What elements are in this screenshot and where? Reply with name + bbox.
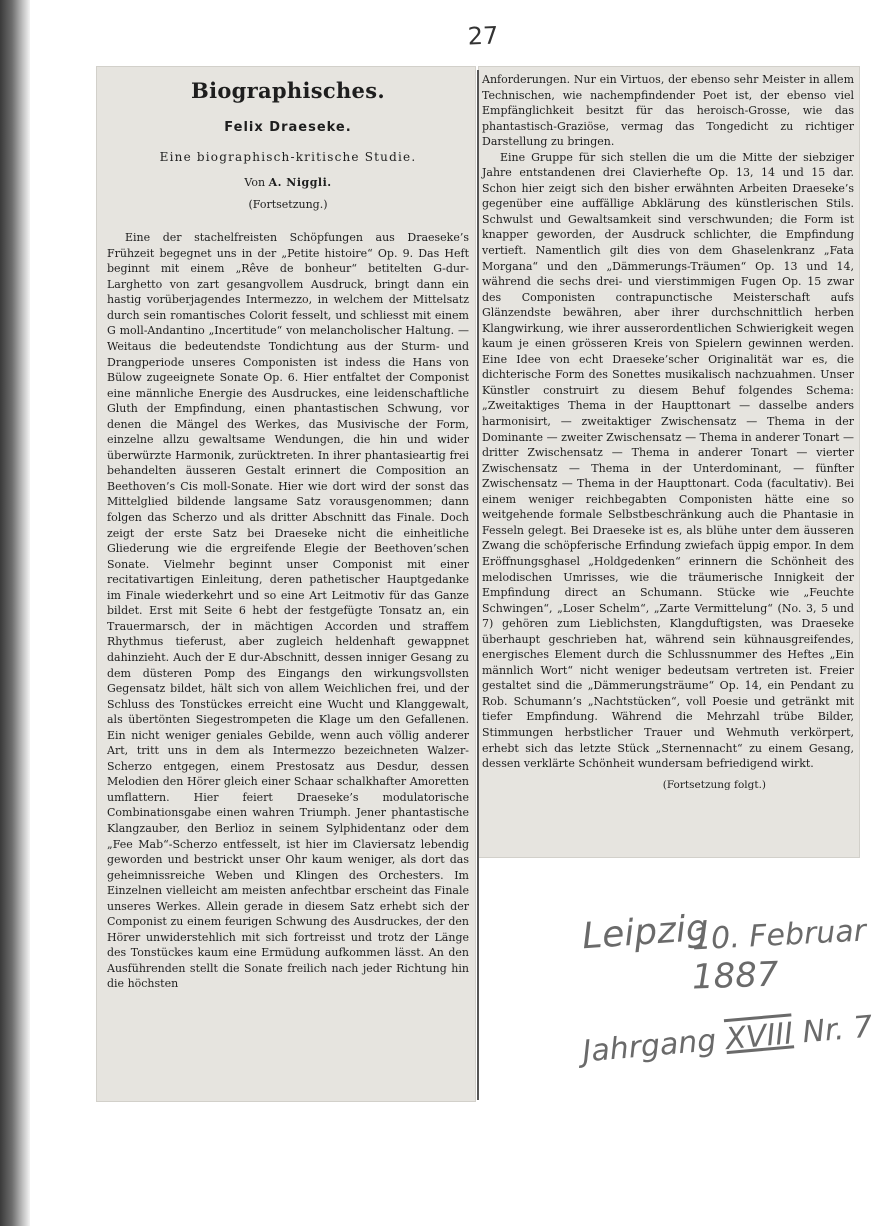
article-paragraph: Anforderungen. Nur ein Virtuos, der ebenso sehr Meister in allem Technischen, wie nachempfindender Poet ist, der ebenso viel Empfänglichkeit besitzt für das heroisch-Grosse, wie das phantastisch-Graziöse, vermag das Tongedicht zu richtiger Darstellung zu bringen. xyxy=(482,73,854,149)
article-subtitle: Eine biographisch-kritische Studie. xyxy=(159,149,417,164)
author-line xyxy=(107,175,469,191)
author-name: A. Niggli. xyxy=(268,176,332,190)
handwritten-place: Leipzig xyxy=(580,907,711,958)
continuation-note: (Fortsetzung folgt.) xyxy=(662,778,766,791)
page-number: 27 xyxy=(467,21,499,51)
volume-roman: XVIII xyxy=(724,1016,795,1058)
article-paragraph: Eine der stachelfreisten Schöpfungen aus Draeseke’s Frühzeit begegnet uns in der „Petite histoire“ Op. 9. Das Heft beginnt mit einem „Rêve de bonheur“ betitelten G-dur-Larghetto von zart gesangvollem Ausdruck, bringt dann ein hastig vorüberjagendes Intermezzo, in welchem der Mittelsatz durch sein romantisches Colorit fesselt, und schliesst mit einem G moll-Andantino „Incertitude“ von melancholischer Haltung. — Weitaus die bedeutendste Tondichtung aus der Sturm- und Drangperiode unseres Componisten ist indess die Hans von Bülow zugeeignete Sonate Op. 6. Hier entfaltet der Componist eine männliche Energie des Ausdruckes, eine leidenschaftliche Gluth der Empfindung, einen phantastischen Schwung, vor denen die Mängel des Werkes, das Musivische der Form, einzelne allzu gewaltsame Wendungen, die hin und wider überwürzte Harmonik, zurücktreten. In ihrer phantasieartig frei behandelten äusseren Gestalt erinnert die Composition an Beethoven’s Cis moll-Sonate. Hier wie dort wird der sonst das Mittelglied bildende langsame Satz vorausgenommen; dann folgen das Scherzo und als dritter Abschnitt das Finale. Doch zeigt der erste Satz bei Draeseke nicht die einheitliche Gliederung wie die ergreifende Elegie der Beethoven’schen Sonate. Vielmehr beginnt unser Componist mit einer recitativartigen Einleitung, deren pathetischer Hauptgedanke im Finale wiederkehrt und so eine Art Leitmotiv für das Ganze bildet. Erst mit Seite 6 hebt der festgefügte Tonsatz an, ein Trauermarsch, der in mächtigen Accorden und straffem Rhythmus tieferust, aber zugleich heldenhaft gewappnet dahinzieht. Auch der E dur-Abschnitt, dessen inniger Gesang zu dem düsteren Pomp des Eingangs den wirkungsvollsten Gegensatz bildet, hält sich von allem Weichlichen frei, und der Schluss des Tonstückes erreicht eine Wucht und Klanggewalt, als übertönten Siegestrompeten die Klage um den Gefallenen. Ein nicht weniger geniales Gebilde, wenn auch völlig anderer Art, tritt uns in dem als Intermezzo bezeichneten Walzer-Scherzo entgegen, einem Prestosatz aus Desdur, dessen Melodien den Hörer gleich einer Schaar schalkhafter Amoretten umflattern. Hier feiert Draeseke’s modulatorische Combinationsgabe einen wahren Triumph. Jener phantastische Klangzauber, den Berlioz in seinem Sylphidentanz oder dem „Fee Mab“-Scherzo entfesselt, ist hier im Claviersatz lebendig geworden und bestrickt unser Ohr kaum weniger, als dort das geheimnissreiche Weben und Klingen des Orchesters. Im Einzelnen vielleicht am meisten anfechtbar erscheint das Finale unseres Werkes. Allein gerade in diesem Satz erhebt sich der Componist zu einem feurigen Schwung des Ausdruckes, der den Hörer unwiderstehlich mit sich fortreisst und trotz der Länge des Tonstückes kaum eine Ermüdung aufkommen lässt. An den Ausführenden stellt die Sonate freilich nach jeder Richtung hin die höchsten xyxy=(107,231,469,991)
section-title: Biographisches. xyxy=(191,78,385,103)
column-divider xyxy=(477,70,479,1100)
issue-number: Nr. 7 xyxy=(800,1009,874,1051)
article-column-left xyxy=(107,72,469,992)
scan-binding-edge xyxy=(0,0,30,1226)
author-prefix: Von xyxy=(244,176,266,190)
volume-prefix: Jahrgang xyxy=(581,1023,718,1070)
handwritten-date: 10. Februar xyxy=(691,913,867,958)
handwritten-volume xyxy=(581,1009,874,1069)
article-subject: Felix Draeseke. xyxy=(224,120,352,135)
article-paragraph: Eine Gruppe für sich stellen die um die Mitte der siebziger Jahre entstandenen drei Clavierhefte Op. 13, 14 und 15 dar. Schon hier zeigt sich den bisher erwähnten Arbeiten Draeseke’s gegenüber eine auffällige Abklärung des künstlerischen Stils. Schwulst und Gewaltsamkeit sind verschwunden; die Form ist knapper geworden, der Ausdruck schlichter, die Empfindung vertieft. Namentlich gilt dies von dem Ghaselenkranz „Fata Morgana“ und den „Dämmerungs-Träumen“ Op. 13 und 14, während die sechs drei- und vierstimmigen Fugen Op. 15 zwar des Componisten contrapunctische Meisterschaft aufs Glänzendste bewähren, aber ihrer durchschnittlich herben Klangwirkung, wie ihrer ausserordentlichen Schwierigkeit wegen kaum je einen grösseren Kreis von Spielern gewinnen werden. Eine Idee von echt Draeseke’scher Originalität war es, die dichterische Form des Sonettes musikalisch nachzuahmen. Unser Künstler construirt zu diesem Behuf folgendes Schema: „Zweitaktiges Thema in der Haupttonart — dasselbe anders harmonisirt, — zweitaktiger Zwischensatz — Thema in der Dominante — zweiter Zwischensatz — Thema in anderer Tonart — dritter Zwischensatz — Thema in anderer Tonart — vierter Zwischensatz — Thema in der Unterdominant, — fünfter Zwischensatz — Thema in der Haupttonart. Coda (facultativ). Bei einem weniger reichbegabten Componisten hätte eine so weitgehende formale Selbstbeschränkung auch die Phantasie in Fesseln gelegt. Bei Draeseke ist es, als blühe unter dem äusseren Zwang die schöpferische Erfindung zwiefach üppig empor. In dem Eröffnungsghasel „Holdgedenken“ erinnern die Schönheit des melodischen Umrisses, wie die träumerische Innigkeit der Empfindung direct an Schumann. Stücke wie „Feuchte Schwingen“, „Loser Schelm“, „Zarte Vermittelung“ (No. 3, 5 und 7) gehören zum Lieblichsten, Klangduftigsten, was Draeseke überhaupt geschrieben hat, während sein kühnausgreifendes, energisches Element durch die Schlussnummer des Heftes „Ein männlich Wort“ nicht weniger bedeutsam vertreten ist. Freier gestaltet sind die „Dämmerungsträume“ Op. 14, ein Pendant zu Rob. Schumann’s „Nachtstücken“, voll Poesie und getränkt mit tiefer Empfindung. Während die Mehrzahl trübe Bilder, Stimmungen herbstlicher Trauer und Wehmuth verkörpert, erhebt sich das letzte Stück „Sternennacht“ zu einem Gesang, dessen verklärte Schönheit wundersam befriedigend wirkt. xyxy=(482,150,854,771)
article-column-right xyxy=(482,72,854,793)
handwritten-year: 1887 xyxy=(691,954,780,998)
continuation-label: (Fortsetzung.) xyxy=(248,197,328,211)
